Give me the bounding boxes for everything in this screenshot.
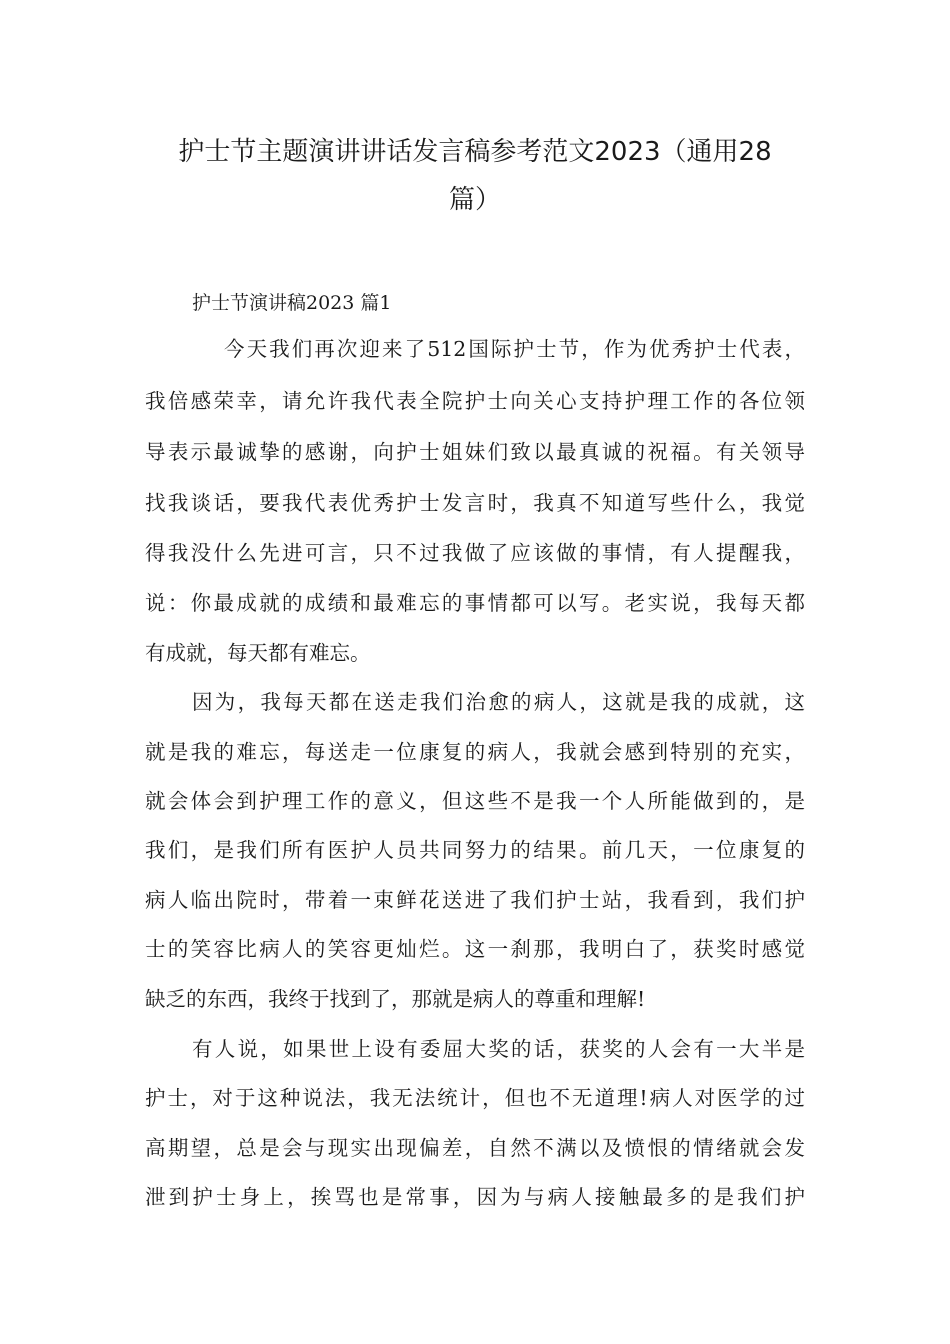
paragraph-1-line-5: 得我没什么先进可言，只不过我做了应该做的事情，有人提醒我， [145,541,805,565]
paragraph-1-line-6: 说：你最成就的成绩和最难忘的事情都可以写。老实说，我每天都 [145,591,805,615]
paragraph-1-line-2: 我倍感荣幸，请允许我代表全院护士向关心支持护理工作的各位领 [145,389,805,413]
paragraph-3-line-2: 护士，对于这种说法，我无法统计，但也不无道理!病人对医学的过 [145,1086,805,1110]
section-heading: 护士节演讲稿2023 篇1 [192,292,392,314]
paragraph-2-line-3: 就会体会到护理工作的意义，但这些不是我一个人所能做到的，是 [145,789,805,813]
paragraph-2-line-2: 就是我的难忘，每送走一位康复的病人，我就会感到特别的充实， [145,740,805,764]
paragraph-2-line-6: 士的笑容比病人的笑容更灿烂。这一刹那，我明白了，获奖时感觉 [145,937,805,961]
paragraph-2-line-7: 缺乏的东西，我终于找到了，那就是病人的尊重和理解! [145,987,646,1011]
paragraph-2-line-1: 因为，我每天都在送走我们治愈的病人，这就是我的成就，这 [192,690,805,714]
paragraph-2-line-5: 病人临出院时，带着一束鲜花送进了我们护士站，我看到，我们护 [145,888,805,912]
document-title [150,128,800,224]
paragraph-1-line-1: 今天我们再次迎来了512国际护士节，作为优秀护士代表， [224,337,805,361]
paragraph-3-line-1: 有人说，如果世上设有委屈大奖的话，获奖的人会有一大半是 [192,1037,805,1061]
paragraph-1-line-4: 找我谈话，要我代表优秀护士发言时，我真不知道写些什么，我觉 [145,491,805,515]
paragraph-1-line-3: 导表示最诚挚的感谢，向护士姐妹们致以最真诚的祝福。有关领导 [145,440,805,464]
paragraph-3-line-3: 高期望，总是会与现实出现偏差，自然不满以及愤恨的情绪就会发 [145,1136,805,1160]
paragraph-1-line-7: 有成就，每天都有难忘。 [145,641,371,665]
title-line-2: 篇） [448,185,501,215]
paragraph-2-line-4: 我们，是我们所有医护人员共同努力的结果。前几天，一位康复的 [145,838,805,862]
title-line-1: 护士节主题演讲讲话发言稿参考范文2023（通用28 [178,137,772,167]
paragraph-3-line-4: 泄到护士身上，挨骂也是常事，因为与病人接触最多的是我们护 [145,1185,805,1209]
